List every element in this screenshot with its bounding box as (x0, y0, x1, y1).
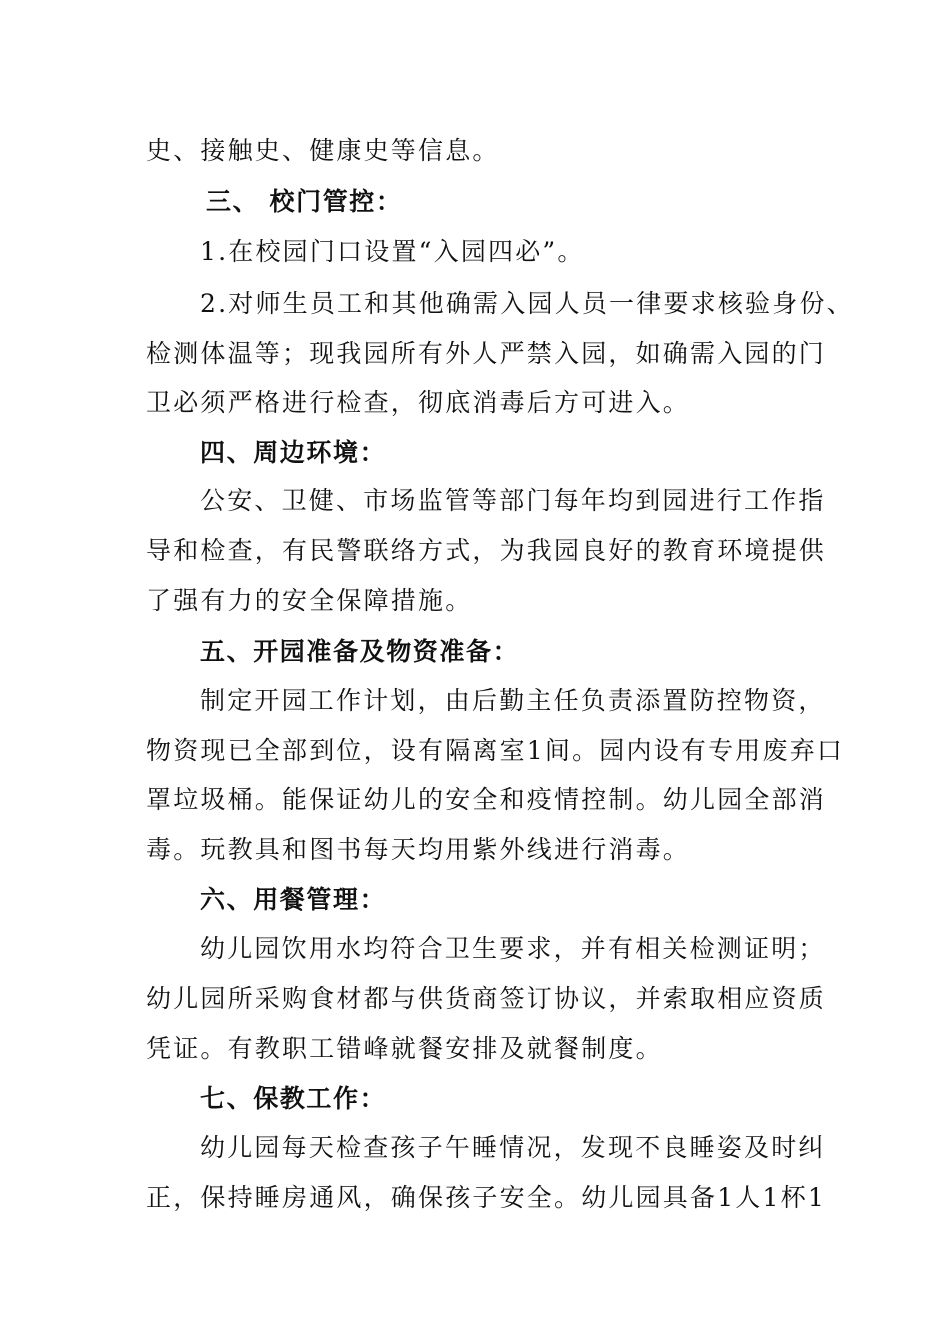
paragraph-line: 幼儿园每天检查孩子午睡情况，发现不良睡姿及时纠 (200, 1133, 826, 1162)
paragraph-line: 1.在校园门口设置“入园四必”。 (200, 237, 585, 266)
paragraph-line: 幼儿园饮用水均符合卫生要求，并有相关检测证明； (200, 934, 826, 963)
section-heading-gate-control: 三、 校门管控： (206, 187, 403, 216)
paragraph-line: 了强有力的安全保障措施。 (146, 586, 473, 615)
paragraph-line: 史、接触史、健康史等信息。 (146, 136, 500, 165)
paragraph-line: 公安、卫健、市场监管等部门每年均到园进行工作指 (200, 486, 826, 515)
paragraph-line: 正，保持睡房通风，确保孩子安全。幼儿园具备1人1杯1 (146, 1183, 826, 1212)
paragraph-line: 物资现已全部到位，设有隔离室1间。园内设有专用废弃口 (146, 736, 845, 765)
paragraph-line: 卫必须严格进行检查，彻底消毒后方可进入。 (146, 388, 691, 417)
section-heading-surroundings: 四、周边环境： (200, 438, 387, 467)
paragraph-line: 检测体温等；现我园所有外人严禁入园，如确需入园的门 (146, 339, 827, 368)
section-heading-care-education: 七、保教工作： (200, 1084, 387, 1113)
paragraph-line: 毒。玩教具和图书每天均用紫外线进行消毒。 (146, 835, 691, 864)
paragraph-line: 罩垃圾桶。能保证幼儿的安全和疫情控制。幼儿园全部消 (146, 785, 827, 814)
section-heading-opening-preparation: 五、开园准备及物资准备： (200, 637, 520, 666)
paragraph-line: 导和检查，有民警联络方式，为我园良好的教育环境提供 (146, 536, 827, 565)
paragraph-line: 制定开园工作计划，由后勤主任负责添置防控物资， (200, 686, 826, 715)
section-heading-meal-management: 六、用餐管理： (200, 885, 387, 914)
paragraph-line: 幼儿园所采购食材都与供货商签订协议，并索取相应资质 (146, 984, 827, 1013)
paragraph-line: 2.对师生员工和其他确需入园人员一律要求核验身份、 (200, 289, 854, 318)
paragraph-line: 凭证。有教职工错峰就餐安排及就餐制度。 (146, 1034, 663, 1063)
